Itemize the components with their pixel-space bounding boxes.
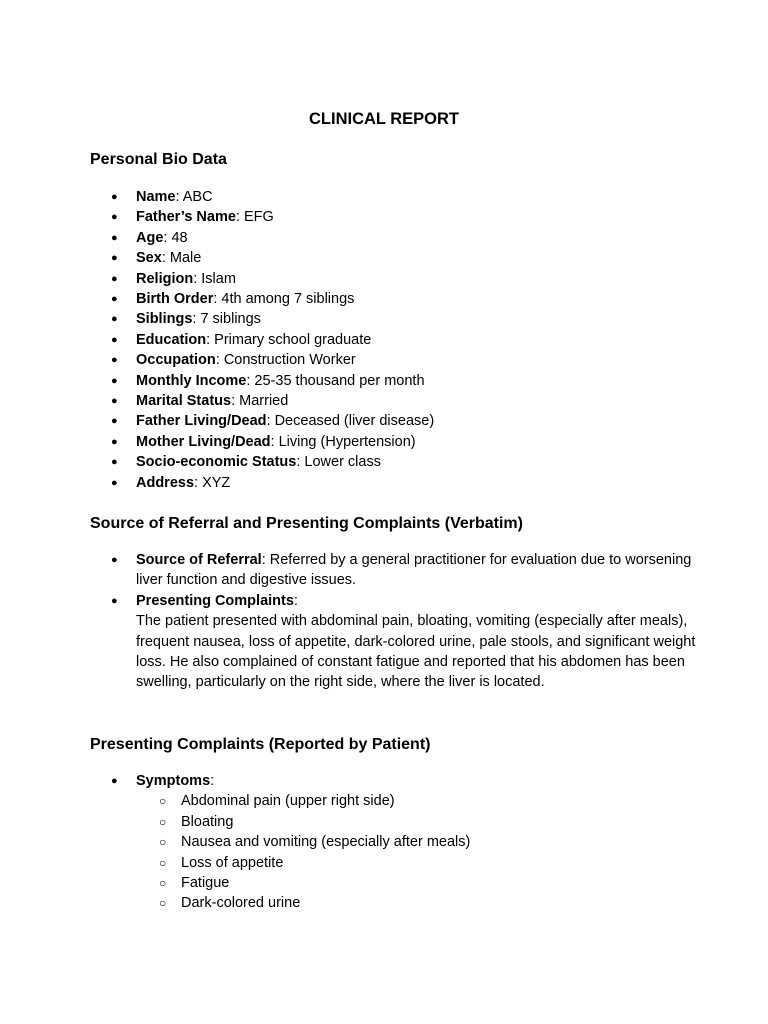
bio-label: Birth Order <box>136 291 214 308</box>
bio-item-religion <box>0 269 696 289</box>
section-heading-referral: Source of Referral and Presenting Complaints (Verbatim) <box>90 515 523 532</box>
bio-value: : XYZ <box>194 474 231 491</box>
bio-label: Occupation <box>136 352 216 369</box>
bio-value: : Lower class <box>296 454 381 471</box>
bio-data-list <box>0 187 696 493</box>
bio-item-age <box>0 228 696 248</box>
bio-item-monthly-income <box>0 371 696 391</box>
symptom-item: ○ Nausea and vomiting (especially after meals) <box>136 832 696 852</box>
presenting-complaints-colon: : <box>293 592 298 609</box>
bio-value: : Construction Worker <box>215 352 356 369</box>
presenting-complaints-label: Presenting Complaints <box>136 592 294 609</box>
symptom-item: ○ Dark-colored urine <box>136 893 696 913</box>
bio-value: : Primary school graduate <box>206 331 372 348</box>
bio-label: Education <box>136 331 207 348</box>
symptoms-sublist <box>136 791 696 913</box>
document-title: CLINICAL REPORT <box>308 110 460 128</box>
bio-label: Marital Status <box>136 393 232 410</box>
bio-item-mother-living-dead <box>0 432 696 452</box>
bio-value: : 4th among 7 siblings <box>213 291 355 308</box>
referral-list <box>0 550 696 693</box>
bio-label: Age <box>136 229 164 246</box>
bio-item-sex <box>0 248 696 268</box>
bio-item-fathers-name <box>0 207 696 227</box>
bio-value: : Islam <box>193 270 236 287</box>
bio-item-education <box>0 330 696 350</box>
symptom-item: ○ Bloating <box>136 812 696 832</box>
bio-label: Father Living/Dead <box>136 413 267 430</box>
symptoms-item <box>0 771 696 914</box>
referral-source-label: Source of Referral <box>136 552 262 568</box>
bio-label: Religion <box>136 270 194 287</box>
bio-value: : Male <box>161 250 202 267</box>
bio-value: : 25-35 thousand per month <box>246 372 425 389</box>
section-heading-bio-data: Personal Bio Data <box>90 151 227 168</box>
presenting-complaints-text: The patient presented with abdominal pain, bloating, vomiting (especially after meals), frequent nausea, loss of appetite, dark-colored urine, pale stools, and significant weight loss. He also complained of constant fatigue and reported that his abdomen has been swelling, particularly on the right side, where the liver is located. <box>136 613 696 691</box>
section-heading-reported-complaints: Presenting Complaints (Reported by Patient) <box>90 736 431 753</box>
bio-item-birth-order <box>0 289 696 309</box>
bio-label: Socio-economic Status <box>136 454 297 471</box>
bio-label: Address <box>136 474 195 491</box>
bio-value: : Living (Hypertension) <box>270 433 416 450</box>
referral-source-item <box>0 550 696 591</box>
symptom-item: ○ Abdominal pain (upper right side) <box>136 791 696 811</box>
bio-value: : 7 siblings <box>192 311 261 328</box>
symptom-item: ○ Loss of appetite <box>136 853 696 873</box>
bio-item-occupation <box>0 350 696 370</box>
bio-value: : ABC <box>175 189 213 205</box>
bio-item-siblings <box>0 309 696 329</box>
bio-label: Sex <box>136 250 162 267</box>
bio-label: Monthly Income <box>136 372 247 389</box>
bio-value: : Deceased (liver disease) <box>266 413 435 430</box>
bio-label: Name <box>136 189 176 205</box>
reported-complaints-list <box>0 771 696 914</box>
bio-label: Mother Living/Dead <box>136 433 271 450</box>
bio-value: : EFG <box>235 209 274 226</box>
bio-value: : Married <box>231 393 289 410</box>
bio-item-address <box>0 473 696 493</box>
bio-label: Father’s Name <box>136 209 236 226</box>
symptom-item: ○ Fatigue <box>136 873 696 893</box>
bio-value: : 48 <box>163 229 188 246</box>
presenting-complaints-item <box>0 591 696 693</box>
bio-label: Siblings <box>136 311 193 328</box>
symptoms-colon: : <box>210 773 215 789</box>
referral-source-value: : Referred by a general practitioner for evaluation due to worsening liver function and digestive issues. <box>136 552 692 589</box>
bio-item-father-living-dead <box>0 411 696 431</box>
symptoms-label: Symptoms <box>136 773 211 789</box>
bio-item-name <box>0 187 696 207</box>
bio-item-socio-economic-status <box>0 452 696 472</box>
bio-item-marital-status <box>0 391 696 411</box>
